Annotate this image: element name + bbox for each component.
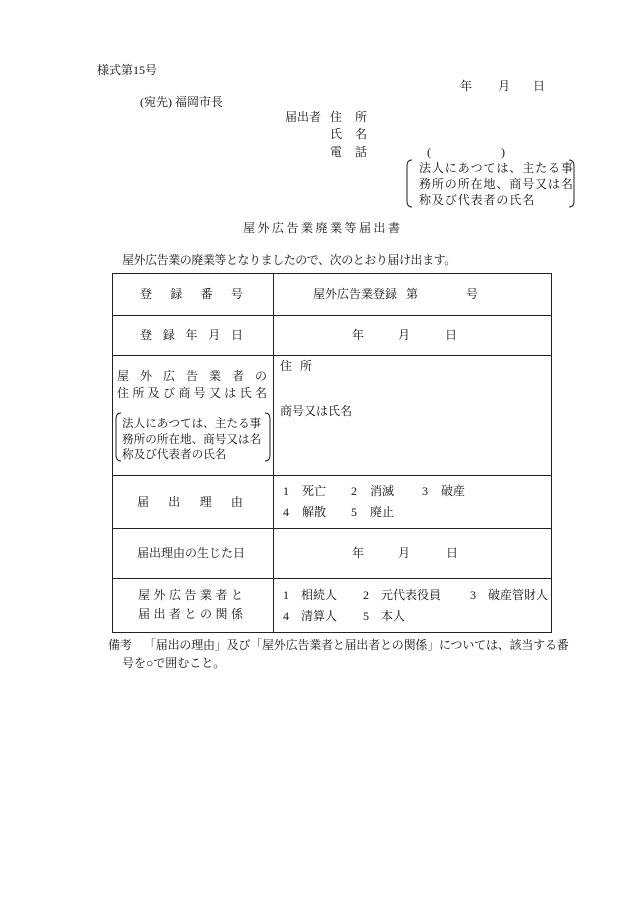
registration-date-label: 登録年月日 [140,328,254,342]
intro-text: 屋外広告業の廃業等となりましたので、次のとおり届け出ます。 [122,253,456,267]
relationship-label-line: 屋外広告業者と [138,588,247,602]
row-registration-number [113,274,551,315]
header-note-left-bracket [407,160,412,207]
row-reason [113,475,551,528]
relationship-option-number: 1 [283,588,289,602]
remarks-line: 号を○で囲むこと。 [122,656,226,670]
form-table [112,273,552,633]
operator-note-line: 称及び代表者の氏名 [122,448,227,461]
header-date-month: 月 [498,79,511,93]
relationship-option-number: 3 [470,588,476,602]
reason-date-year: 年 [352,546,365,560]
reason-option-number: 1 [283,484,289,498]
reason-option-label: 廃止 [370,505,395,519]
relationship-option-label: 元代表役員 [381,588,442,602]
relationship-option-number: 5 [363,609,369,623]
phone-paren-open: ( [427,145,431,159]
row-reason-date [113,528,551,578]
registration-date-month: 月 [398,328,411,342]
registration-date-day: 日 [445,328,458,342]
operator-label-line: 住所及び商号又は氏名 [117,386,271,400]
relationship-option-label: 清算人 [301,609,338,623]
reason-option-number: 4 [283,505,289,519]
header-date-day: 日 [533,79,546,93]
addressee: (宛先) 福岡市長 [140,95,223,109]
applicant-name-label: 氏名 [330,127,381,141]
operator-note-line: 務所の所在地、商号又は名 [122,433,262,446]
reason-option-label: 解散 [302,505,327,519]
remarks-label: 備考 [108,638,133,652]
phone-paren-close: ) [501,145,505,159]
relationship-option-number: 2 [363,588,369,602]
reason-date-day: 日 [446,546,459,560]
registration-number-label: 登録番号 [140,287,262,301]
reason-option-number: 3 [422,484,428,498]
reason-label: 届出理由 [137,495,263,509]
row-operator [113,355,551,475]
remarks-line: 「届出の理由」及び「屋外広告業者と届出者との関係」については、該当する番 [144,638,569,652]
row-registration-date [113,315,551,355]
row-relationship [113,578,551,632]
operator-address-label: 住所 [280,359,321,373]
reason-date-label: 届出理由の生じた日 [137,546,246,560]
reason-date-month: 月 [398,546,411,560]
relationship-label-line: 届出者との関係 [138,607,247,621]
header-date-year: 年 [460,79,473,93]
relationship-option-label: 本人 [381,609,406,623]
corporate-note-line: 称及び代表者の氏名 [419,193,536,207]
corporate-note-line: 法人にあつては、主たる事 [419,161,574,175]
reason-option-number: 5 [351,505,357,519]
applicant-address-label: 住所 [330,110,381,124]
relationship-option-label: 相続人 [301,588,338,602]
registration-prefix: 屋外広告業登録 [313,287,398,301]
corporate-note-line: 務所の所在地、商号又は名 [419,177,574,191]
registration-dai: 第 [406,287,419,301]
reason-option-label: 消滅 [370,484,395,498]
relationship-option-label: 破産管財人 [488,588,549,602]
operator-note-line: 法人にあつては、主たる事 [122,417,262,430]
applicant-label: 届出者 [285,110,322,124]
reason-option-number: 2 [351,484,357,498]
reason-option-label: 破産 [441,484,466,498]
registration-go: 号 [466,287,479,301]
page-title: 屋外広告業廃業等届出書 [243,221,403,235]
reason-option-label: 死亡 [302,484,327,498]
operator-name-label: 商号又は氏名 [280,404,353,418]
operator-label-line: 屋外広告業者の [117,369,279,383]
registration-date-year: 年 [352,328,365,342]
applicant-phone-label: 電話 [330,145,381,159]
form-number: 様式第15号 [97,63,158,77]
relationship-option-number: 4 [283,609,289,623]
